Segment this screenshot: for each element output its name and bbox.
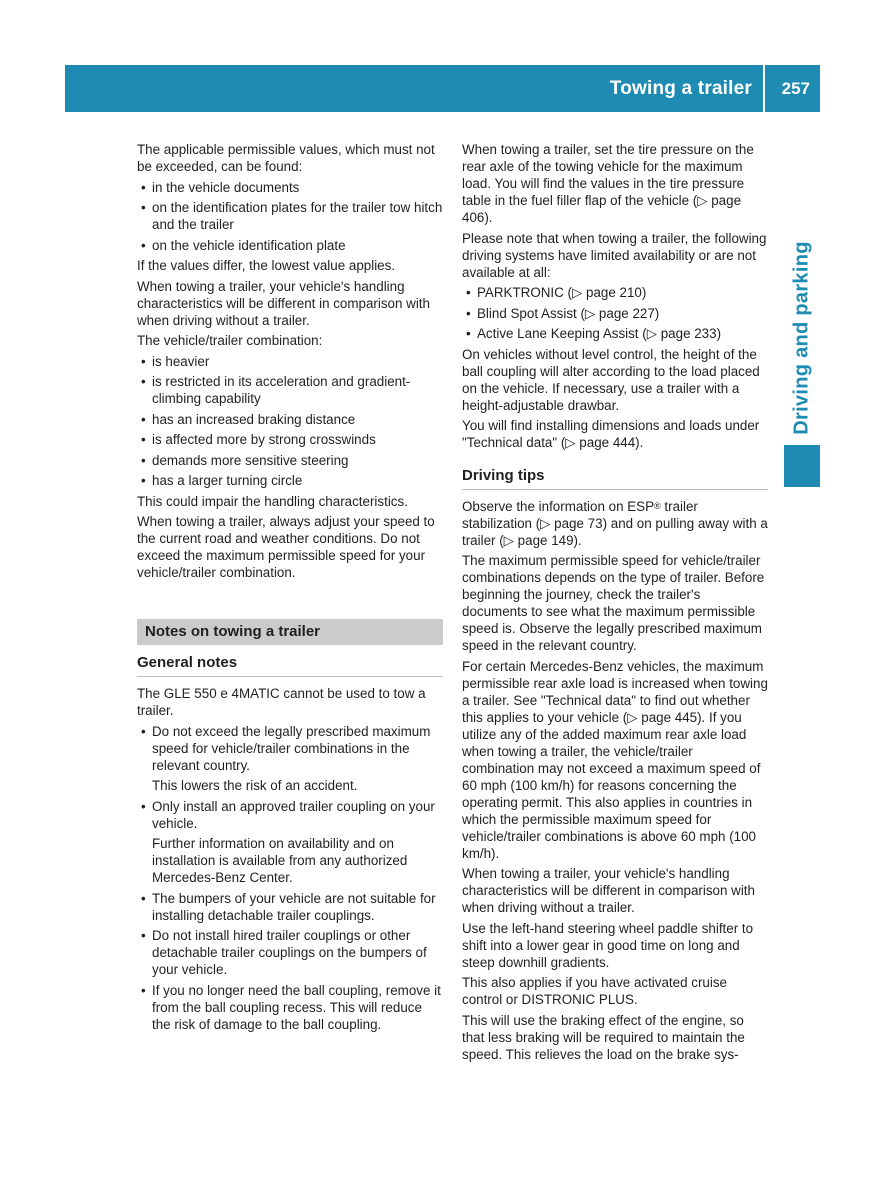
paragraph: The vehicle/trailer combination: <box>137 333 323 348</box>
list-item: • PARKTRONIC (▷ page 210) <box>462 284 768 301</box>
list-item: • on the identification plates for the trailer tow hitch and the trailer <box>137 199 443 233</box>
paragraph: The maximum permissible speed for vehicle/trailer combinations depends on the type of trailer. Before beginning the journey, check the trailer's documents to see what the maximum permissible speed is. Observe the legally prescribed maximum speed in the relevant country. <box>462 553 765 653</box>
paragraph: For certain Mercedes-Benz vehicles, the maximum permissible rear axle load is increased when towing a trailer. See "Technical data" to find out whether this applies to your vehicle (▷ page 445). If you utilize any of the added maximum rear axle load when towing a trailer, the vehicle/trailer combination may not exceed a maximum speed of 60 mph (100 km/h) for reasons concerning the operating permit. This also applies in countries in which the permissible maximum speed for vehicle/trailer combinations is above 60 mph (100 km/h). <box>462 658 768 861</box>
paragraph <box>462 498 768 549</box>
list-item: • has a larger turning circle <box>137 472 443 489</box>
list-item: • has an increased braking distance <box>137 411 443 428</box>
page-number: 257 <box>781 79 810 98</box>
paragraph: If the values differ, the lowest value applies. <box>137 258 396 273</box>
section-side-tab <box>784 445 820 487</box>
paragraph: Please note that when towing a trailer, the following driving systems have limited availability or are not available at all: <box>462 230 767 280</box>
page-header <box>65 65 820 112</box>
left-column <box>137 141 443 1036</box>
list-item: • Only install an approved trailer coupling on your vehicle. <box>137 798 443 832</box>
paragraph: When towing a trailer, always adjust your speed to the current road and weather conditions. Do not exceed the maximum permissible speed for your vehicle/trailer combination. <box>137 514 435 580</box>
paragraph: You will find installing dimensions and loads under "Technical data" (▷ page 444). <box>462 418 760 450</box>
list-item-note: Further information on availability and on installation is available from any authorized Mercedes-Benz Center. <box>152 836 408 885</box>
list-item: • demands more sensitive steering <box>137 452 443 469</box>
list-item-note: This lowers the risk of an accident. <box>152 778 358 793</box>
paragraph: Use the left-hand steering wheel paddle shifter to shift into a lower gear in good time on long and steep downhill gradients. <box>462 920 754 970</box>
list-item: • Do not exceed the legally prescribed maximum speed for vehicle/trailer combinations in the relevant country. <box>137 723 443 774</box>
list-item: • Blind Spot Assist (▷ page 227) <box>462 305 768 322</box>
paragraph: When towing a trailer, your vehicle's handling characteristics will be different in comparison with when driving without a trailer. <box>137 278 430 328</box>
subsection-heading: General notes <box>137 645 443 677</box>
list-item: • Do not install hired trailer couplings or other detachable trailer couplings on the bumpers of your vehicle. <box>137 927 443 978</box>
subsection-heading: Driving tips <box>462 455 768 490</box>
paragraph: When towing a trailer, your vehicle's handling characteristics will be different in comparison with when driving without a trailer. <box>462 866 755 915</box>
paragraph: When towing a trailer, set the tire pressure on the rear axle of the towing vehicle for the maximum load. You will find the values in the tire pressure table in the fuel filler flap of the vehicle (▷ page 406). <box>462 142 754 225</box>
section-side-label: Driving and parking <box>790 241 813 435</box>
list-item: • in the vehicle documents <box>137 179 443 196</box>
right-column <box>462 141 768 1066</box>
paragraph: The applicable permissible values, which must not be exceeded, can be found: <box>137 142 435 174</box>
list-item: • is restricted in its acceleration and gradient-climbing capability <box>137 373 443 407</box>
list-item: • is affected more by strong crosswinds <box>137 431 443 448</box>
header-divider <box>763 65 765 112</box>
paragraph: On vehicles without level control, the height of the ball coupling will alter according to the load placed on the vehicle. If necessary, use a trailer with a height-adjustable drawbar. <box>462 346 760 413</box>
list-item: • If you no longer need the ball coupling, remove it from the ball coupling recess. This will reduce the risk of damage to the ball coupling. <box>137 982 443 1033</box>
paragraph: This will use the braking effect of the engine, so that less braking will be required to maintain the speed. This relieves the load on the brake sys- <box>462 1012 745 1062</box>
paragraph: This could impair the handling characteristics. <box>137 493 408 509</box>
text-fragment: Observe the information on ESP <box>462 498 655 514</box>
list-item: • The bumpers of your vehicle are not suitable for installing detachable trailer couplings. <box>137 890 443 924</box>
list-item: • Active Lane Keeping Assist (▷ page 233) <box>462 325 768 342</box>
section-heading: Notes on towing a trailer <box>137 619 443 645</box>
chapter-title: Towing a trailer <box>609 78 752 99</box>
registered-mark: ® <box>654 500 661 511</box>
list-item: • is heavier <box>137 353 443 370</box>
text-fragment: trailer stabilization (▷ page 73) and on pulling away with a trailer (▷ page 149). <box>462 498 768 548</box>
paragraph: This also applies if you have activated cruise control or DISTRONIC PLUS. <box>462 975 727 1007</box>
list-item: • on the vehicle identification plate <box>137 237 443 254</box>
paragraph: The GLE 550 e 4MATIC cannot be used to tow a trailer. <box>137 686 426 718</box>
